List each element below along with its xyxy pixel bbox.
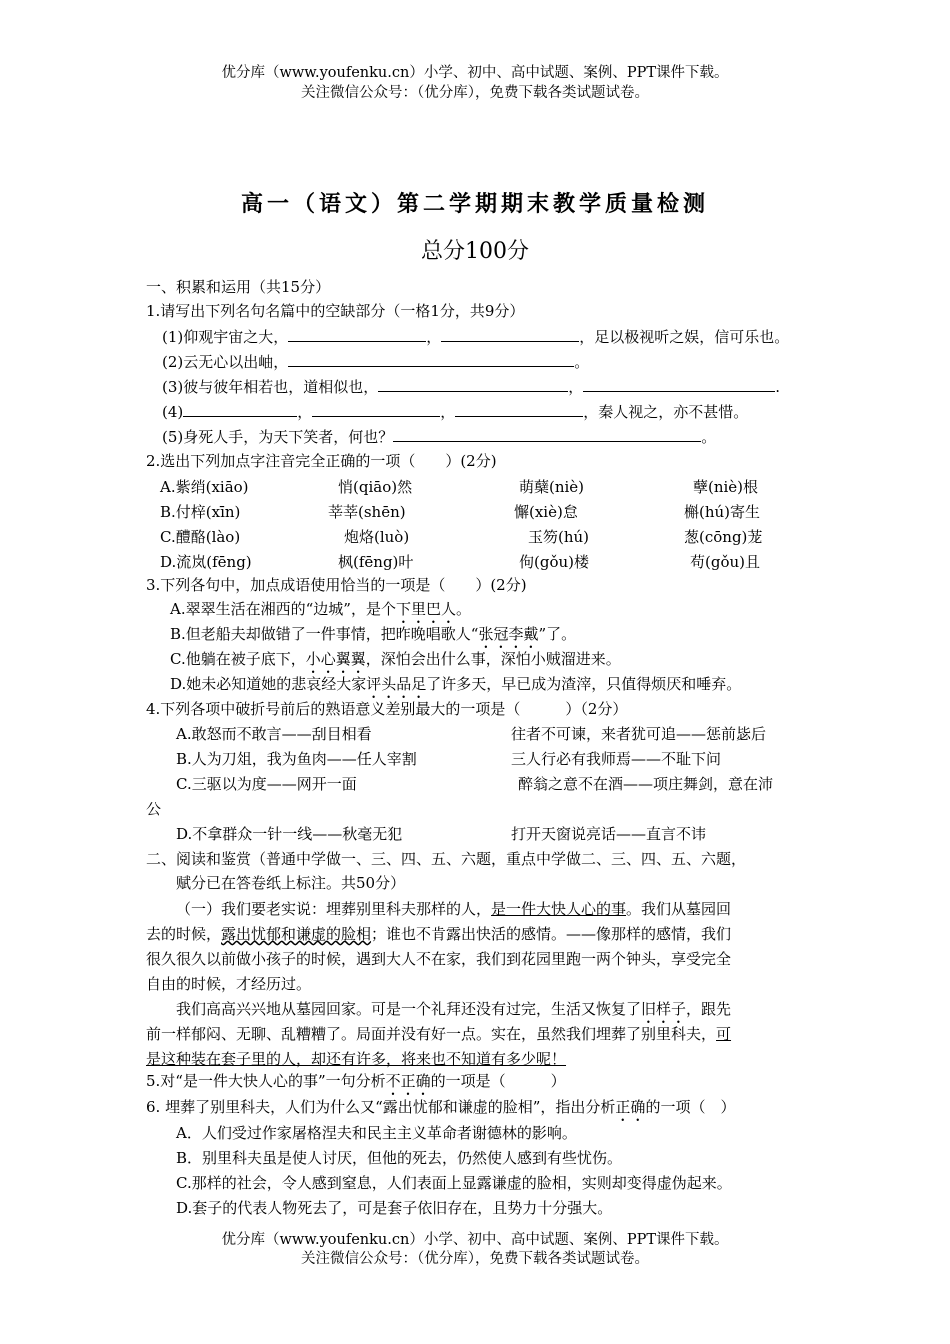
q6-option-c: C.那样的社会，令人感到窒息，人们表面上显露谦虚的脸相，实则却变得虚伪起来。 (176, 1174, 732, 1192)
header-line-2: 关注微信公众号：（优分库），免费下载各类试题试卷。 (301, 85, 649, 101)
q4-option-b-1: B.人为刀俎，我为鱼肉——任人宰割 (176, 750, 417, 768)
q5-stem: 5.对“是一件大快人心的事”一句分析不正确的一项是（ ） (146, 1072, 566, 1090)
passage-p1-line-2: 去的时候，露出忧郁和谦虚的脸相；谁也不肯露出快活的感情。——像那样的感情，我们 (146, 925, 732, 943)
q2-option-b-4: 槲(hú)寄生 (684, 503, 761, 521)
q4-option-a-2: 往者不可谏，来者犹可追——惩前毖后 (511, 725, 767, 743)
q2-option-b-3: 懈(xiè)怠 (514, 503, 578, 521)
passage-p2-line-2: 前一样郁闷、无聊、乱糟糟了。局面并没有好一点。实在，虽然我们埋葬了别里科夫，可 (146, 1025, 732, 1043)
q1-line-4: (4) ， ， ，秦人视之，亦不甚惜。 (162, 400, 748, 423)
q1-line-1: (1)仰观宇宙之大， ， ，足以极视听之娱，信可乐也。 (162, 325, 789, 348)
total-score: 总分100分 (421, 239, 529, 264)
footer-line-2: 关注微信公众号：（优分库），免费下载各类试题试卷。 (301, 1251, 649, 1267)
passage-p1-line-3: 很久很久以前做小孩子的时候，遇到大人不在家，我们到花园里跑一两个钟头，享受完全 (146, 950, 732, 968)
q3-option-a: A.翠翠生活在湘西的“边城”，是个下里巴人。 (170, 600, 471, 618)
q1-line-5: (5)身死人手，为天下笑者，何也？ 。 (162, 425, 716, 448)
q2-option-a-1: A.紫绡(xiāo) (160, 478, 249, 496)
q2-option-d-1: D.流岚(fēng) (160, 553, 252, 571)
section2-heading-line-1: 二、阅读和鉴赏（普通中学做一、三、四、五、六题，重点中学做二、三、四、五、六题， (146, 850, 747, 868)
passage-p1-line-4: 自由的时候，才经历过。 (146, 975, 312, 993)
q2-option-c-2: 炮烙(luò) (344, 528, 410, 546)
q2-option-a-4: 孽(niè)根 (693, 478, 759, 496)
q3-option-b: B.但老船夫却做错了一件事情，把昨晚唱歌人“张冠李戴”了。 (170, 625, 577, 643)
q2-option-a-2: 悄(qiāo)然 (338, 478, 413, 496)
q2-option-d-3: 佝(gǒu)楼 (519, 553, 589, 571)
q1-line-3: (3)彼与彼年相若也，道相似也， ， . (162, 375, 780, 398)
q2-option-b-1: B.付梓(xīn) (160, 503, 241, 521)
q4-stem: 4.下列各项中破折号前后的熟语意义差别最大的一项是（ ）（2分） (146, 700, 628, 718)
q2-stem: 2.选出下列加点字注音完全正确的一项（ ）(2分) (146, 452, 497, 470)
q2-option-c-1: C.醴酪(lào) (160, 528, 241, 546)
q2-option-c-4: 葱(cōng)茏 (684, 528, 763, 546)
q3-option-c: C.他躺在被子底下，小心翼翼，深怕会出什么事，深怕小贼溜进来。 (170, 650, 621, 668)
q1-line-2: (2)云无心以出岫， 。 (162, 350, 589, 373)
q6-option-b: B．别里科夫虽是使人讨厌，但他的死去，仍然使人感到有些忧伤。 (176, 1149, 623, 1167)
q3-option-d: D.她未必知道她的悲哀经大家评头品足了许多天，早已成为渣滓，只值得烦厌和唾弃。 (170, 675, 742, 693)
page-title: 高一（语文）第二学期期末教学质量检测 (240, 191, 709, 217)
q4-option-d-2: 打开天窗说亮话——直言不讳 (511, 825, 707, 843)
q4-option-d-1: D.不拿群众一针一线——秋毫无犯 (176, 825, 403, 843)
header-line-1: 优分库（www.youfenku.cn）小学、初中、高中试题、案例、PPT课件下载。 (221, 65, 729, 81)
q2-option-a-3: 萌蘖(niè) (519, 478, 585, 496)
q4-option-b-2: 三人行必有我师焉——不耻下问 (511, 750, 722, 768)
q2-option-b-2: 莘莘(shēn) (328, 503, 406, 521)
q6-option-d: D.套子的代表人物死去了，可是套子依旧存在，且势力十分强大。 (176, 1199, 613, 1217)
q2-option-d-4: 苟(gǒu)且 (690, 553, 760, 571)
section2-heading-line-2: 赋分已在答卷纸上标注。共50分） (176, 874, 406, 892)
q6-stem: 6. 埋葬了别里科夫，人们为什么又“露出忧郁和谦虚的脸相”，指出分析正确的一项（ ） (146, 1098, 736, 1116)
q2-option-c-3: 玉笏(hú) (528, 528, 590, 546)
q4-option-c-2: 醉翁之意不在酒——项庄舞剑，意在沛 (518, 775, 774, 793)
q1-stem: 1.请写出下列名句名篇中的空缺部分（一格1分，共9分） (146, 302, 525, 320)
q3-stem: 3.下列各句中，加点成语使用恰当的一项是（ ）(2分) (146, 576, 527, 594)
passage-p2-line-1: 我们高高兴兴地从墓园回家。可是一个礼拜还没有过完，生活又恢复了旧样子，跟先 (176, 1000, 732, 1018)
q4-option-a-1: A.敢怒而不敢言——刮目相看 (176, 725, 372, 743)
passage-p2-line-3: 是这种装在套子里的人，却还有许多，将来也不知道有多少呢！ (146, 1050, 567, 1068)
footer-line-1: 优分库（www.youfenku.cn）小学、初中、高中试题、案例、PPT课件下载。 (221, 1232, 729, 1248)
q6-option-a: A．人们受过作家屠格涅夫和民主主义革命者谢德林的影响。 (176, 1124, 577, 1142)
section1-heading: 一、积累和运用（共15分） (146, 278, 331, 296)
q4-option-c-1: C.三驱以为度——网开一面 (176, 775, 357, 793)
passage-p1-line-1: （一）我们要老实说：埋葬别里科夫那样的人，是一件大快人心的事。我们从墓园回 (176, 900, 732, 918)
q4-option-c-2-wrap: 公 (146, 800, 162, 818)
q2-option-d-2: 枫(fēng)叶 (338, 553, 414, 571)
